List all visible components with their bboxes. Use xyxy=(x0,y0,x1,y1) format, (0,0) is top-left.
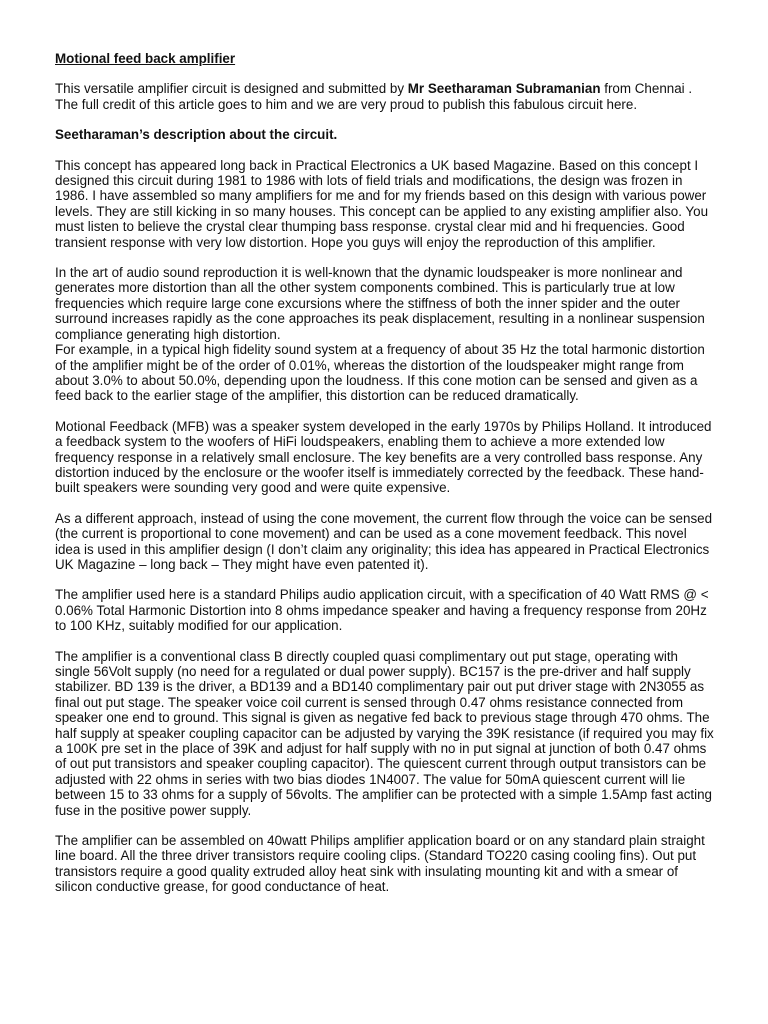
paragraph-current-sensing: As a different approach, instead of using the cone movement, the current flow through the voice can be sensed (the current is proportional to cone movement) and can be used as a cone movement feedback. This novel idea is used in this amplifier design (I don’t claim any originality; this idea has appeared in Practical Electronics UK Magazine – long back – They might have even patented it). xyxy=(55,510,713,572)
paragraph-speaker-distortion: In the art of audio sound reproduction it is well-known that the dynamic loudspeaker is more nonlinear and generates more distortion than all the other system components combined. This is particularly true at low frequencies which require large cone excursions where the stiffness of both the inner spider and the outer surround increases rapidly as the cone approaches its peak displacement, resulting in a nonlinear suspension compliance generating high distortion. xyxy=(55,265,705,342)
intro-paragraph xyxy=(55,81,715,112)
author-name: Mr Seetharaman Subramanian xyxy=(407,81,601,97)
paragraph-circuit-description: The amplifier is a conventional class B directly coupled quasi complimentary out put stage, operating with single 56Volt supply (no need for a regulated or dual power supply). BC157 is the pre-driver and half supply stabilizer. BD 139 is the driver, a BD139 and a BD140 complimentary pair out put driver stage with 2N3055 as final out put stage. The speaker voice coil current is sensed through 0.47 ohms resistance connected from speaker one end to ground. This signal is given as negative fed back to previous stage through 470 ohms. The half supply at speaker coupling capacitor can be adjusted by varying the 39K resistance (if required you may fix a 100K pre set in the place of 39K and adjust for half supply with no in put signal at junction of both 0.47 ohms of out put transistors and speaker coupling capacitor). The quiescent current through output transistors can be adjusted with 22 ohms in series with two bias diodes 1N4007. The value for 50mA quiescent current will lie between 15 to 33 ohms for a supply of 56volts. The amplifier can be protected with a simple 1.5Amp fast acting fuse in the positive power supply. xyxy=(55,648,714,818)
paragraph-concept-history: This concept has appeared long back in Practical Electronics a UK based Magazine. Based on this concept I designed this circuit during 1981 to 1986 with lots of field trials and modifications, the design was frozen in 1986. I have assembled so many amplifiers for me and for my friends based on this design with various power levels. They are still kicking in so many houses. This concept can be applied to any existing amplifier also. You must listen to believe the crystal clear thumping bass response. crystal clear mid and hi frequencies. Good transient response with very low distortion. Hope you guys will enjoy the reproduction of this amplifier. xyxy=(55,157,709,250)
paragraph-amplifier-spec: The amplifier used here is a standard Philips audio application circuit, with a specification of 40 Watt RMS @ < 0.06% Total Harmonic Distortion into 8 ohms impedance speaker and having a frequency response from 20Hz to 100 KHz, suitably modified for our application. xyxy=(55,587,709,634)
intro-text-after: from Chennai . The full credit of this article goes to him and we are very proud to publish this fabulous circuit here. xyxy=(55,81,693,112)
document-title: Motional feed back amplifier xyxy=(55,51,236,66)
paragraph-mfb-philips: Motional Feedback (MFB) was a speaker system developed in the early 1970s by Philips Holland. It introduced a feedback system to the woofers of HiFi loudspeakers, enabling them to achieve a more extended low frequency response in a relatively small enclosure. The key benefits are a very controlled bass response. Any distortion induced by the enclosure or the woofer itself is immediately corrected by the feedback. These hand-built speakers were sounding very good and were quite expensive. xyxy=(55,418,712,496)
document-page xyxy=(55,51,715,910)
paragraph-assembly: The amplifier can be assembled on 40watt Philips amplifier application board or on any standard plain straight line board. All the three driver transistors require cooling clips. (Standard TO220 casing cooling fins). Out put transistors require a good quality extruded alloy heat sink with insulating mounting kit and with a smear of silicon conductive grease, for good conductance of heat. xyxy=(55,833,705,895)
paragraph-distortion-example: For example, in a typical high fidelity sound system at a frequency of about 35 Hz the total harmonic distortion of the amplifier might be of the order of 0.01%, whereas the distortion of the loudspeaker might range from about 3.0% to about 50.0%, depending upon the loudness. If this cone motion can be sensed and given as a feed back to the earlier stage of the amplifier, this distortion can be reduced dramatically. xyxy=(55,342,705,404)
section-subheading: Seetharaman’s description about the circuit. xyxy=(55,127,338,143)
intro-text-before: This versatile amplifier circuit is designed and submitted by xyxy=(55,81,408,97)
